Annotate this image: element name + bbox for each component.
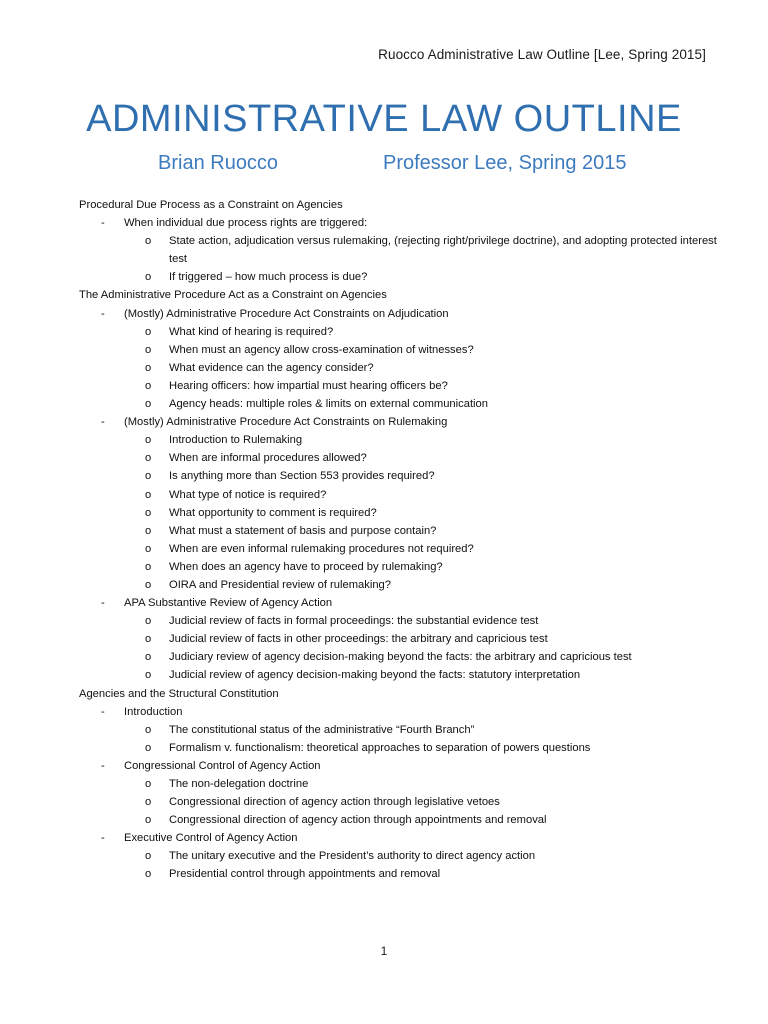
circle-bullet: o [145,578,152,591]
circle-bullet: o [145,868,152,881]
outline-subheading-text: Executive Control of Agency Action [124,832,298,845]
circle-bullet: o [145,814,152,827]
outline-subheading [79,829,719,847]
circle-bullet: o [145,542,152,555]
circle-bullet: o [145,778,152,790]
outline-item [79,268,719,286]
outline-item-text: What type of notice is required? [169,488,327,501]
outline-item [79,865,719,883]
circle-bullet: o [145,379,152,392]
outline-item-text: When are even informal rulemaking procedures not required? [169,542,474,555]
outline-subheading [79,757,719,775]
circle-bullet: o [145,452,152,465]
dash-bullet: - [101,307,105,320]
outline-subheading-text: (Mostly) Administrative Procedure Act Constraints on Rulemaking [124,416,448,429]
outline-item-text: What kind of hearing is required? [169,325,334,338]
outline-item [79,576,719,594]
outline-item-text: Is anything more than Section 553 provides required? [169,470,435,483]
circle-bullet: o [145,470,152,483]
circle-bullet: o [145,506,152,519]
outline-item [79,612,719,630]
outline-subheading [79,214,719,232]
dash-bullet: - [101,416,105,429]
outline-item [79,540,719,558]
circle-bullet: o [145,850,152,863]
dash-bullet: - [101,759,105,772]
circle-bullet: o [145,325,152,338]
outline-subheading-text: (Mostly) Administrative Procedure Act Constraints on Adjudication [124,307,449,320]
outline-item-text: Formalism v. functionalism: theoretical approaches to separation of powers questions [169,741,591,754]
outline-item-text: When does an agency have to proceed by rulemaking? [169,560,443,573]
outline-item [79,504,719,522]
outline-item [79,630,719,648]
outline-item [79,359,719,377]
outline-item [79,811,719,829]
outline-subheading-text: Introduction [124,705,183,718]
circle-bullet: o [145,615,152,628]
circle-bullet: o [145,343,152,356]
outline-section-heading: Agencies and the Structural Constitution [79,687,279,700]
outline-item [79,395,719,413]
outline-subheading-text: APA Substantive Review of Agency Action [124,597,333,610]
circle-bullet: o [145,560,152,573]
outline-subheading-text: When individual due process rights are triggered: [124,217,368,230]
circle-bullet: o [145,271,152,284]
outline [79,196,719,884]
circle-bullet: o [145,488,152,501]
circle-bullet: o [145,235,152,248]
outline-item-text: The constitutional status of the administrative “Fourth Branch” [169,723,475,736]
circle-bullet: o [145,796,152,809]
outline-subheading-text: Congressional Control of Agency Action [124,759,321,772]
outline-item [79,775,719,793]
outline-item-text: When must an agency allow cross-examination of witnesses? [169,343,474,356]
outline-item-text: Judicial review of facts in other proceedings: the arbitrary and capricious test [169,633,548,646]
outline-item-text: OIRA and Presidential review of rulemaking? [169,578,391,591]
outline-item [79,232,719,268]
running-head: Ruocco Administrative Law Outline [Lee, Spring 2015] [378,47,706,62]
dash-bullet: - [101,705,105,718]
outline-item [79,449,719,467]
page-number: 1 [380,944,388,958]
outline-subheading [79,413,719,431]
outline-item [79,377,719,395]
outline-item-text: What evidence can the agency consider? [169,361,374,374]
outline-item-text: Judicial review of agency decision-making beyond the facts: statutory interpretation [169,669,581,682]
author-name: Brian Ruocco [158,152,279,174]
outline-item [79,486,719,504]
outline-item [79,341,719,359]
outline-item-text: When are informal procedures allowed? [169,452,367,465]
outline-item-text: Congressional direction of agency action through appointments and removal [169,814,547,827]
outline-item-text: Congressional direction of agency action through legislative vetoes [169,796,500,809]
outline-item-text: What must a statement of basis and purpose contain? [169,524,437,537]
circle-bullet: o [145,741,152,754]
outline-item-text: What opportunity to comment is required? [169,506,377,519]
circle-bullet: o [145,434,152,447]
circle-bullet: o [145,669,152,682]
outline-subheading [79,594,719,612]
dash-bullet: - [101,597,105,610]
outline-item [79,558,719,576]
outline-item-text: Agency heads: multiple roles & limits on external communication [169,398,488,411]
circle-bullet: o [145,633,152,646]
dash-bullet: - [101,832,105,845]
circle-bullet: o [145,361,152,374]
outline-item-text: Introduction to Rulemaking [169,434,303,447]
outline-item [79,431,719,449]
circle-bullet: o [145,651,152,664]
outline-item-text: The unitary executive and the President’s authority to direct agency action [169,850,536,863]
outline-item-text: If triggered – how much process is due? [169,271,368,284]
outline-item-text: Judiciary review of agency decision-making beyond the facts: the arbitrary and capricious test [169,651,632,664]
outline-item-text: The non-delegation doctrine [169,778,309,790]
outline-item [79,648,719,666]
outline-item-text: Judicial review of facts in formal proceedings: the substantial evidence test [169,615,539,628]
circle-bullet: o [145,398,152,411]
outline-item-text: Presidential control through appointments and removal [169,868,441,881]
outline-section-heading: The Administrative Procedure Act as a Constraint on Agencies [79,289,387,302]
outline-item [79,666,719,684]
professor-term: Professor Lee, Spring 2015 [383,152,627,174]
circle-bullet: o [145,524,152,537]
outline-item [79,847,719,865]
outline-item [79,323,719,341]
page-title: ADMINISTRATIVE LAW OUTLINE [86,98,682,140]
outline-item-text: Hearing officers: how impartial must hearing officers be? [169,379,448,392]
outline-subheading [79,703,719,721]
outline-item [79,467,719,485]
outline-item-text: State action, adjudication versus rulemaking, (rejecting right/privilege doctrine), and adopting protected interest test [169,235,717,266]
outline-item [79,522,719,540]
dash-bullet: - [101,217,105,230]
outline-subheading [79,305,719,323]
outline-item [79,793,719,811]
outline-section-heading: Procedural Due Process as a Constraint on Agencies [79,199,343,211]
outline-item [79,739,719,757]
outline-item [79,721,719,739]
circle-bullet: o [145,723,152,736]
